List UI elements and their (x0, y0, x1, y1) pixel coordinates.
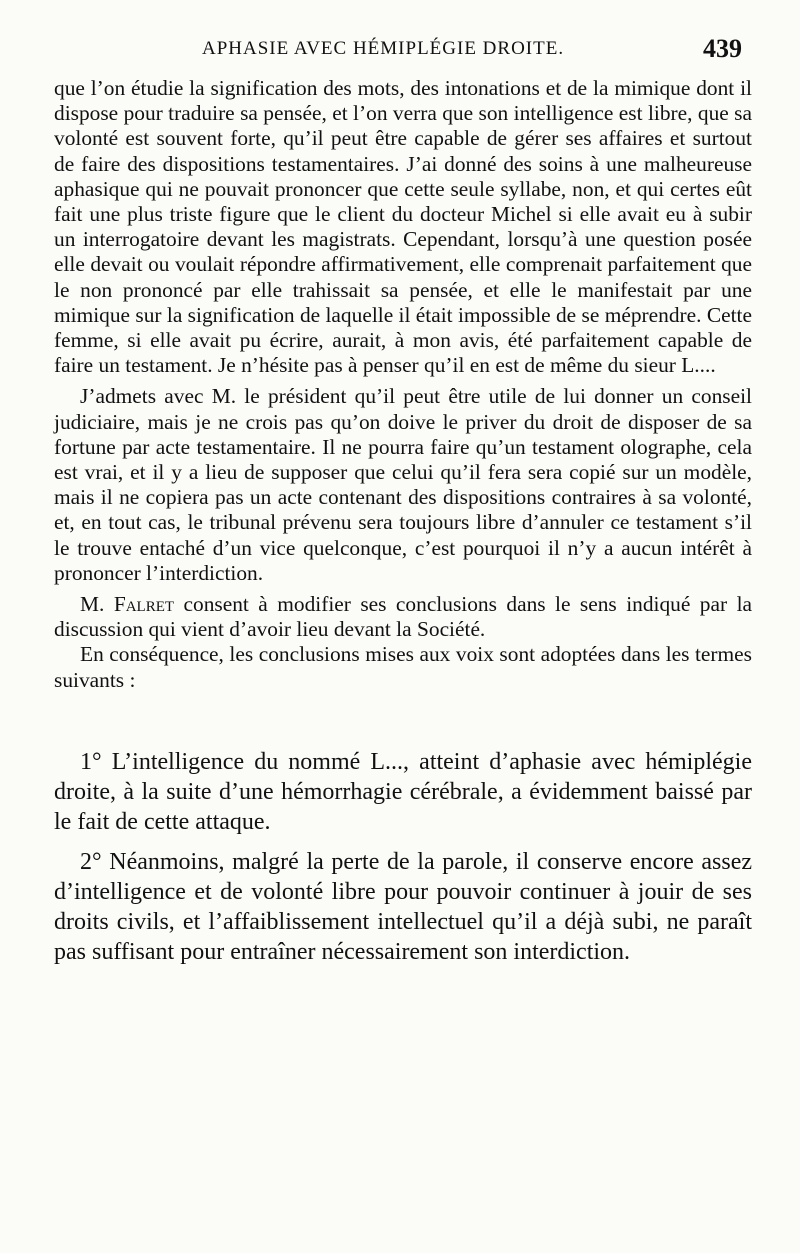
body-text (54, 76, 752, 693)
falret-prefix: M. (80, 592, 114, 617)
conclusion-item-2: 2° Néanmoins, malgré la perte de la parole, il conserve encore assez d’intelligence et de volonté libre pour pouvoir continuer à jouir de ses droits civils, et l’affaiblissement intellectuel qu’il a déjà subi, ne paraît pas suffisant pour entraîner nécessairement son interdiction. (54, 848, 752, 965)
conclusion-item-1: 1° L’intelligence du nommé L..., atteint d’aphasie avec hémiplégie droite, à la suite d’une hémorrhagie cérébrale, a évidemment baissé par le fait de cette attaque. (54, 748, 752, 835)
page-number: 439 (703, 34, 742, 63)
falret-text: consent à modifier ses conclusions dans le sens indiqué par la discussion qui vient d’avoir lieu devant la Société. (54, 592, 753, 642)
conclusions-list (54, 747, 752, 967)
paragraph-continuation: que l’on étudie la signification des mots, des intonations et de la mimique dont il dispose pour traduire sa pensée, et l’on verra que son intelligence est libre, que sa volonté est souvent forte, qu’il peut être capable de gérer ses affaires et surtout de faire des dispositions testamentaires. J’ai donné des soins à une malheureuse aphasique qui ne pouvait prononcer que cette seule syllabe, non, et qui certes eût fait une plus triste figure que le client du docteur Michel si elle avait eu à subir un interrogatoire devant les magistrats. Cependant, lorsqu’à une question posée elle devait ou voulait répondre affirmativement, elle comprenait parfaitement que le non prononcé par elle trahissait sa pensée, et elle le manifestait par une mimique sur la signification de laquelle il était impossible de se méprendre. Cette femme, si elle avait pu écrire, aurait, à mon avis, été parfaitement capable de faire un testament. Je n’hésite pas à penser qu’il en est de même du sieur L.... (54, 76, 752, 378)
falret-name: Falret (113, 592, 175, 617)
paragraph-admets: J’admets avec M. le président qu’il peut être utile de lui donner un conseil judiciaire, mais je ne crois pas qu’on doive le priver du droit de disposer de sa fortune par acte testamentaire. Il ne pourra faire qu’un testament olographe, cela est vrai, et il y a lieu de supposer que celui qu’il fera sera copié sur un modèle, mais il ne copiera pas un acte contenant des dispositions contraires à sa volonté, et, en tout cas, le tribunal prévenu sera toujours libre d’annuler ce testament s’il le trouve entaché d’un vice quelconque, c’est pourquoi il n’y a aucun intérêt à prononcer l’interdiction. (54, 384, 752, 585)
running-title: APHASIE AVEC HÉMIPLÉGIE DROITE. (202, 38, 565, 59)
paragraph-consequence: En conséquence, les conclusions mises aux voix sont adoptées dans les termes suivants : (54, 642, 752, 692)
paragraph-falret (54, 592, 752, 642)
page-header (54, 34, 752, 68)
